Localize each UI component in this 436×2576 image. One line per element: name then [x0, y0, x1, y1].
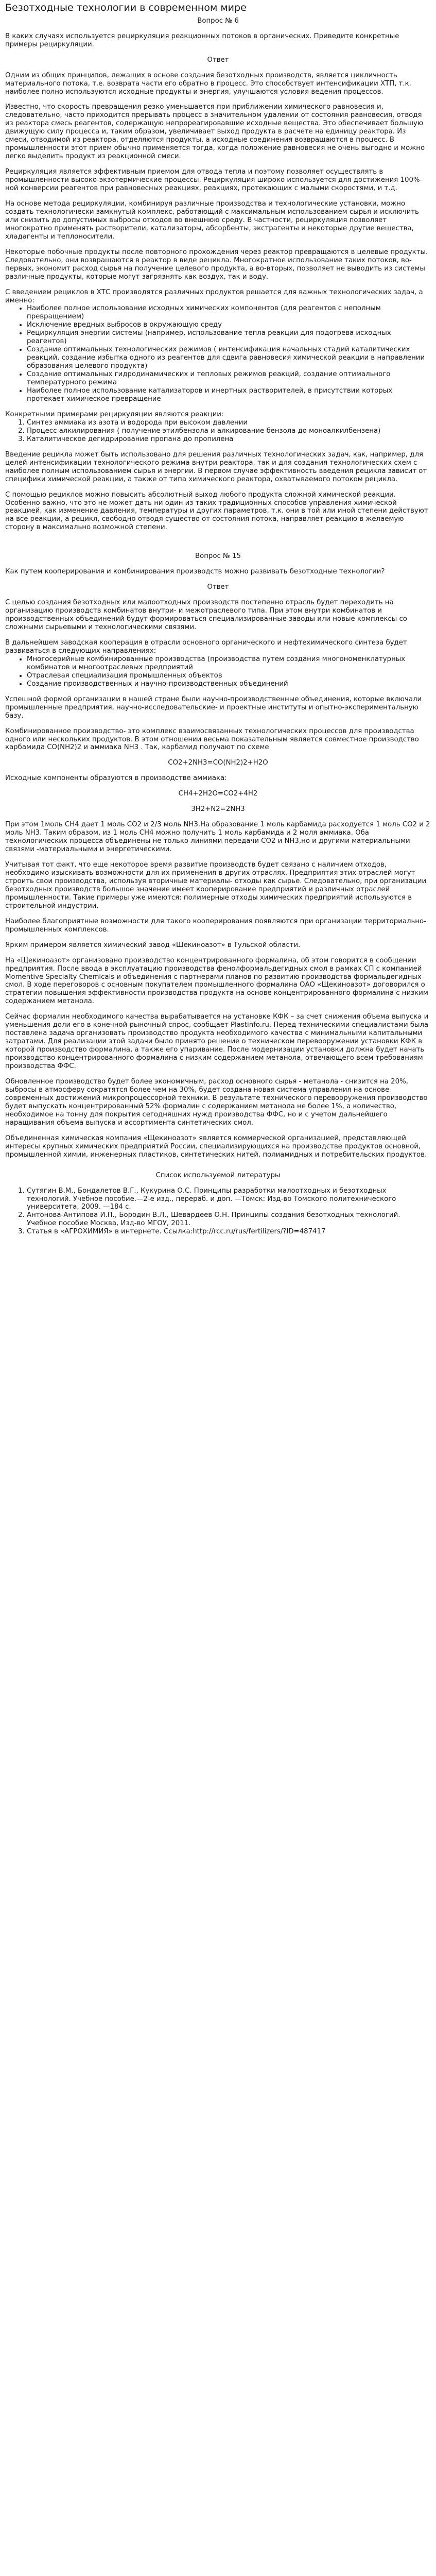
- answer-15-paragraph: Обновленное производство будет более экономичным, расход основного сырья - метанола - снизится на 20%, выбросы в атмосферу сократятся более чем на 30%, будет создана новая система управления на основе современных достижений микропроцессорной техники. В результате технического перевооружения производство будет выпускать концентрированный 52% формалин с содержанием метанола не более 1%, а количество, необходимое на тонну для покрытия сегодняшних нужд производства ФФС, но и с учетом дальнейшего наращивания объема выпуска и ассортимента синтетических смол.: [5, 1078, 428, 1127]
- examples-intro: Конкретными примерами рециркуляции являются реакции:: [5, 410, 224, 418]
- answer-15-paragraph: Учитывая тот факт, что еще некоторое время развитие производств будет связано с наличием отходов, необходимо изыскивать возможности для их применения в других отраслях. Предприятия этих отраслей могут строить свои производства, используя вторичные материалы- отходы как сырье. Следовательно, при организации безотходных производств большое значение имеет кооперирование предприятий и различных отраслей промышленности. Такие примеры уже имеются: полимерные отходы химических предприятий используются в строительной индустрии.: [5, 861, 427, 910]
- document-title: Безотходные технологии в современном мире: [5, 2, 247, 13]
- answer-15-paragraph: Ярким примером является химический завод «Щекиноазот» в Тульской области.: [5, 941, 301, 949]
- list-item: • Рециркуляция энергии системы (например, использование тепла реакции для подогрева исходных реагентов): [27, 329, 431, 346]
- list-item: • Исключение вредных выбросов в окружающую среду: [27, 321, 431, 329]
- list-item: 1. Синтез аммиака из азота и водорода при высоком давлении: [27, 419, 431, 427]
- reference-item: 2. Антонова-Антипова И.П., Бородин В.Л., Шевардеев О.Н. Принципы создания безотходных технологий. Учебное пособие Москва, Изд-во МГОУ, 2011.: [27, 1211, 431, 1228]
- list-item: 3. Каталитическое дегидрирование пропана до пропилена: [27, 435, 431, 444]
- references-list: [5, 1187, 431, 1236]
- document-page: [0, 0, 436, 1274]
- question-6-heading: Вопрос № 6: [197, 16, 239, 25]
- formula-methane-reforming: CH4+2H2O=CO2+4H2: [178, 790, 258, 798]
- answer-15-paragraph: С целью создания безотходных или малоотходных производств постепенно отрасль будет переходить на организацию производств комбинатов внутри- и межотраслевого типа. При этом внутри комбинатов и производственных объединений будут формироваться специализированные заводы или новые комплексы со сложными сырьевыми и технологическими связями.: [5, 599, 407, 632]
- reference-item: 1. Сутягин В.М., Бондалетов В.Г., Кукурина О.С. Принципы разработки малоотходных и безотходных технологий. Учебное пособие.—2-е изд., перераб. и доп. —Томск: Изд-во Томского политехнического университета, 2009. —184 с.: [27, 1187, 431, 1212]
- answer-6-paragraph: Введение рецикла может быть использовано для решения различных технологических задач, как, например, для целей интенсификации технологического режима внутри реактора, так и для создания технологических схем с наиболее полным использованием сырья и энергии. В первом случае эффективность введения рецикла зависит от специфики химической реакции, а также от типа химического реактора, охватываемого потоком рецикла.: [5, 450, 427, 483]
- answer-6-label: Ответ: [207, 56, 229, 64]
- examples-list: [5, 419, 431, 444]
- question-15-text: Как путем кооперирования и комбинирования производств можно развивать безотходные технологии?: [5, 568, 385, 576]
- answer-15-paragraph: На «Щекиноазот» организовано производство концентрированного формалина, об этом говорится в сообщении предприятия. После ввода в эксплуатацию производства фенолформальдегидных смол в рамках СП с компанией Momentive Specialty Chemicals и объединения с партнерами планов по развитию производства формальдегидных смол. В ходе переговоров с основным покупателем промышленного формалина ОАО «Щекиноазот» договорился о стратегии повышения эффективности производства продукта на основе концентрированного формалина с низким содержанием метанола.: [5, 956, 428, 1006]
- recycle-tasks-list: [5, 304, 431, 403]
- answer-15-paragraph: Объединенная химическая компания «Щекиноазот» является коммерческой организацией, представляющей интересы крупных химических предприятий России, специализирующихся на производстве продуктов основной, промышленной химии, инженерных пластиков, синтетических нитей, полиамидных и потребительских продуктов.: [5, 1134, 427, 1159]
- list-item: • Создание оптимальных технологических режимов ( интенсификация начальных стадий каталитических реакций, создание избытка одного из реагентов для сдвига равновесия химической реакции в направлении образования целевого продукта): [27, 346, 431, 370]
- answer-6-paragraph: На основе метода рециркуляции, комбинируя различные производства и технологические установки, можно создать технологически замкнутый комплекс, работающий с максимальным использованием сырья и исключить или снизить до допустимых выбросы отходов во внешнюю среду. В частности, рециркуляция позволяет многократно применять растворители, катализаторы, абсорбенты, экстрагенты и некоторые другие вещества, хладагенты и теплоносители.: [5, 200, 419, 241]
- answer-15-paragraph: При этом 1моль CH4 дает 1 моль CO2 и 2/3 моль NH3.На образование 1 моль карбамида расходуется 1 моль CO2 и 2 моль NH3. Таким образом, из 1 моль CH4 можно получить 1 моль карбамида и 2 моля аммиака. Оба технологических процесса объединены не только линиями передачи CO2 и NH3,но и другими материальными связями -материальными и энергетическими.: [5, 821, 430, 854]
- answer-6-paragraph: Рециркуляция является эффективным приемом для отвода тепла и поэтому позволяет осуществлять в промышленности высоко-экзотермические процессы. Рециркуляция широко используется для достижения 100%-ной конверсии реагентов при равновесных реакциях, реакциях, протекающих с малыми скоростями, и т.д.: [5, 168, 423, 193]
- answer-6-paragraph: Известно, что скорость превращения резко уменьшается при приближении химического равновесия и, следовательно, часто приходится прерывать процесс в значительном удалении от состояния равновесия, отводя из реактора смесь реагентов, содержащую непрореагировавшие исходные вещества. Это обеспечивает большую движущую силу процесса и, таким образом, увеличивает выход продукта в расчете на единицу реактора. Из смеси, отводимой из реактора, отделяются продукты, а исходные соединения возвращаются в процесс. В промышленности этот прием обычно применяется тогда, когда положение равновесия не очень выгодно и можно легко выделить продукт из реакционной смеси.: [5, 103, 425, 161]
- answer-6-paragraph: Одним из общих принципов, лежащих в основе создания безотходных производств, является цикличность материального потока, т.е. возврата части его обратно в процесс. Это способствует интенсификации ХТП, т.к. наиболее полно используются исходные продукты и энергия, улучшаются условия ведения процессов.: [5, 71, 411, 96]
- list-item: • Создание оптимальных гидродинамических и тепловых режимов реакций, создание оптимального температурного режима: [27, 370, 431, 387]
- answer-15-paragraph: Наиболее благоприятные возможности для такого кооперирования появляются при организации территориально-промышленных комплексов.: [5, 917, 426, 934]
- list-item: • Многосерийные комбинированные производства (производства путем создания многономенклатурных комбинатов и многоотраслевых предприятий: [27, 655, 431, 672]
- section-spacer: [5, 539, 431, 552]
- cooperation-directions-list: [5, 655, 431, 688]
- list-item: • Отраслевая специализация промышленных объектов: [27, 672, 431, 680]
- answer-15-paragraph: Сейчас формалин необходимого качества вырабатывается на установке КФК – за счет снижения объема выпуска и уменьшения доли его в конечной рыночный спрос, сообщает Plastinfo.ru. Перед техническими специалистами была поставлена задача организовать производство продукта необходимого качества с минимальными капитальными затратами. Для реализации этой задачи было принято решение о техническом перевооружении установки КФК в которой производство формалина, а также его упаривание. После модернизации установки должна будет начать производство концентрированного формалина с низким содержанием метанола, отвечающего всем требованиям производства ФФС.: [5, 1013, 429, 1071]
- formula-ammonia-synthesis: 3H2+N2=2NH3: [191, 805, 245, 814]
- list-item: • Наиболее полное использование катализаторов и инертных растворителей, в присутствии которых протекает химическое превращение: [27, 387, 431, 403]
- answer-15-paragraph: Комбинированное производство- это комплекс взаимосвязанных технологических процессов для производства одного или нескольких продуктов. В этом отношении весьма показательным является совместное производство карбамида CO(NH2)2 и аммиака NH3 . Так, карбамид получают по схеме: [5, 727, 419, 752]
- question-15-heading: Вопрос № 15: [195, 552, 241, 561]
- answer-15-paragraph: Успешной формой организации в нашей стране были научно-производственные объединения, которые включали промышленные предприятия, научно-исследовательские- и проектные институты и опытно-экспериментальную базу.: [5, 695, 422, 720]
- answer-6-paragraph: Некоторые побочные продукты после повторного прохождения через реактор превращаются в целевые продукты. Следовательно, они возвращаются в реактор в виде рецикла. Многократное использование таких потоков, во-первых, экономит расход сырья на получение целевого продукта, а во-вторых, позволяет не выводить из системы различные продукты, которые могут загрязнять как воздух, так и воду.: [5, 248, 428, 281]
- references-title: Список используемой литературы: [155, 1171, 281, 1179]
- answer-15-paragraph: В дальнейшем заводская кооперация в отрасли основного органического и нефтехимического синтеза будет развиваться в следующих направлениях:: [5, 638, 407, 655]
- list-item: • Наиболее полное использование исходных химических компонентов (для реагентов с неполным превращением): [27, 304, 431, 321]
- answer-15-label: Ответ: [207, 583, 229, 591]
- answer-6-paragraph: С введением рециклов в ХТС производятся различных продуктов решается для важных технологических задач, а именно:: [5, 288, 423, 304]
- formula-urea: CO2+2NH3=CO(NH2)2+H2O: [168, 759, 268, 767]
- list-item: 2. Процесс алкилирования ( получение этилбензола и алкирование бензола до моноалкилбензена): [27, 427, 431, 435]
- list-item: • Создание производственных и научно-производственных объединений: [27, 680, 431, 688]
- answer-6-paragraph: С помощью рециклов можно повысить абсолютный выход любого продукта сложной химической реакции. Особенно важно, что это не может дать ни один из таких традиционных способов управления химической реакцией, как изменение давления, температуры и других параметров, т.к. они в той или иной степени действуют на все реакции, а рецикл, свободно отводя существо от состояния потока, направляет реакцию в желаемую сторону в максимально возможной степени.: [5, 490, 428, 532]
- question-6-text: В каких случаях используется рециркуляция реакционных потоков в органических. Приведите конкретные примеры рециркуляции.: [5, 32, 399, 48]
- answer-15-paragraph: Исходные компоненты образуются в производстве аммиака:: [5, 774, 227, 783]
- reference-item: 3. Статья в «АГРОХИМИЯ» в интернете. Ссылка:http://rcc.ru/rus/fertilizers/?ID=487417: [27, 1228, 431, 1236]
